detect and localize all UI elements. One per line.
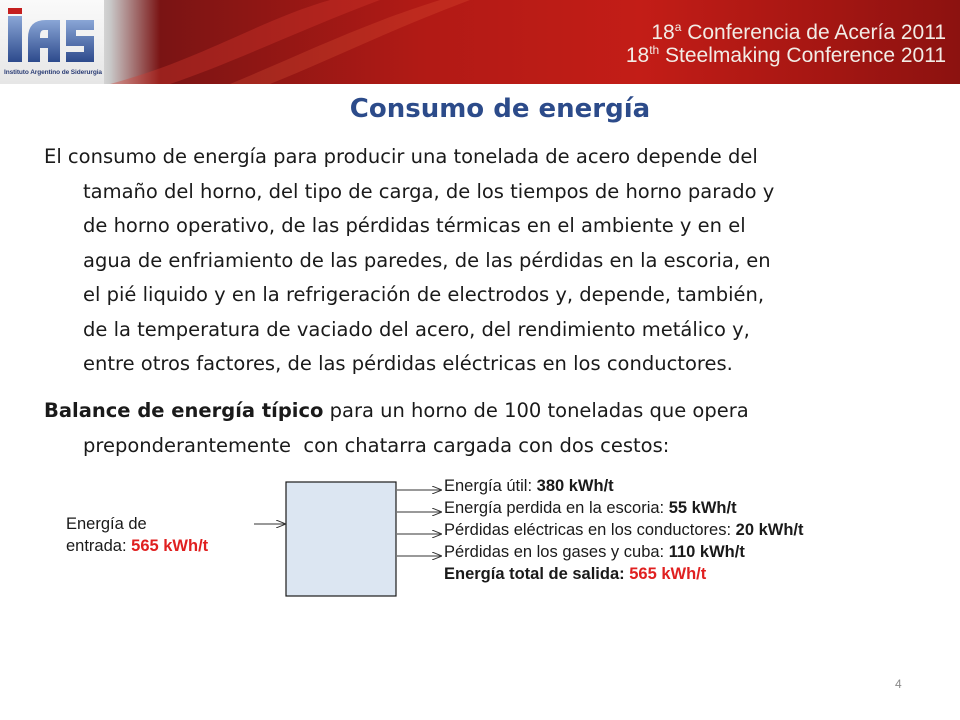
paragraph-line: de la temperatura de vaciado del acero, del rendimiento metálico y, <box>83 317 750 341</box>
output-label: Energía perdida en la escoria: <box>444 499 669 517</box>
header-banner <box>0 0 960 84</box>
ias-logo <box>0 0 104 84</box>
output-value: 20 kWh/t <box>735 521 804 539</box>
output-item <box>444 475 804 497</box>
conference-en-text: Steelmaking Conference 2011 <box>659 44 946 67</box>
output-total-value: 565 kWh/t <box>629 565 707 583</box>
paragraph-line: el pié liquido y en la refrigeración de electrodos y, depende, también, <box>83 283 765 306</box>
conference-title-es <box>651 21 946 45</box>
output-value: 110 kWh/t <box>668 543 745 561</box>
conference-es-text: Conferencia de Acería 2011 <box>681 21 946 44</box>
paragraph-line: entre otros factores, de las pérdidas eléctricas en los conductores. <box>83 352 733 375</box>
conference-en-number: 18 <box>625 44 650 67</box>
input-label-line2 <box>66 535 208 557</box>
output-item <box>444 497 804 519</box>
paragraph-line <box>44 394 924 429</box>
paragraph-line: tamaño del horno, del tipo de carga, de los tiempos de horno parado y <box>83 179 775 203</box>
input-label-text: entrada: <box>66 537 132 555</box>
paragraph-line: de horno operativo, de las pérdidas térmicas en el ambiente y en el <box>83 214 746 237</box>
slide-title: Consumo de energía <box>349 94 651 124</box>
output-total <box>444 563 804 585</box>
output-item <box>444 541 804 563</box>
output-label: Energía útil: <box>444 477 537 495</box>
output-value: 55 kWh/t <box>668 499 737 517</box>
output-energy-list <box>444 475 804 585</box>
paragraph-line: El consumo de energía para producir una tonelada de acero depende del <box>44 145 758 168</box>
ias-logo-mark <box>6 8 98 66</box>
paragraph-energy-balance <box>44 394 924 463</box>
balance-lead: Balance de energía típico <box>44 399 324 422</box>
paragraph-line: preponderantemente con chatarra cargada con dos cestos: <box>83 433 670 457</box>
input-label-line1: Energía de <box>66 515 147 533</box>
conference-es-number: 18 <box>651 21 675 44</box>
balance-line1-rest: para un horno de 100 toneladas que opera <box>323 399 749 422</box>
output-item <box>444 519 804 541</box>
energy-balance-diagram <box>0 470 960 610</box>
conference-es-ordinal: a <box>674 20 682 34</box>
conference-en-ordinal: th <box>649 43 660 57</box>
paragraph-energy-consumption <box>44 140 924 382</box>
input-energy-value: 565 kWh/t <box>131 537 209 555</box>
output-total-label: Energía total de salida: <box>444 565 630 583</box>
furnace-box <box>286 482 396 596</box>
output-value: 380 kWh/t <box>536 477 614 495</box>
page-number: 4 <box>895 677 902 691</box>
output-label: Pérdidas en los gases y cuba: <box>444 543 669 561</box>
output-label: Pérdidas eléctricas en los conductores: <box>444 521 736 539</box>
logo-subtitle: Instituto Argentino de Siderurgia <box>4 69 102 76</box>
input-energy-label <box>66 513 208 557</box>
paragraph-line: agua de enfriamiento de las paredes, de las pérdidas en la escoria, en <box>83 248 771 272</box>
conference-title-en <box>626 44 946 68</box>
